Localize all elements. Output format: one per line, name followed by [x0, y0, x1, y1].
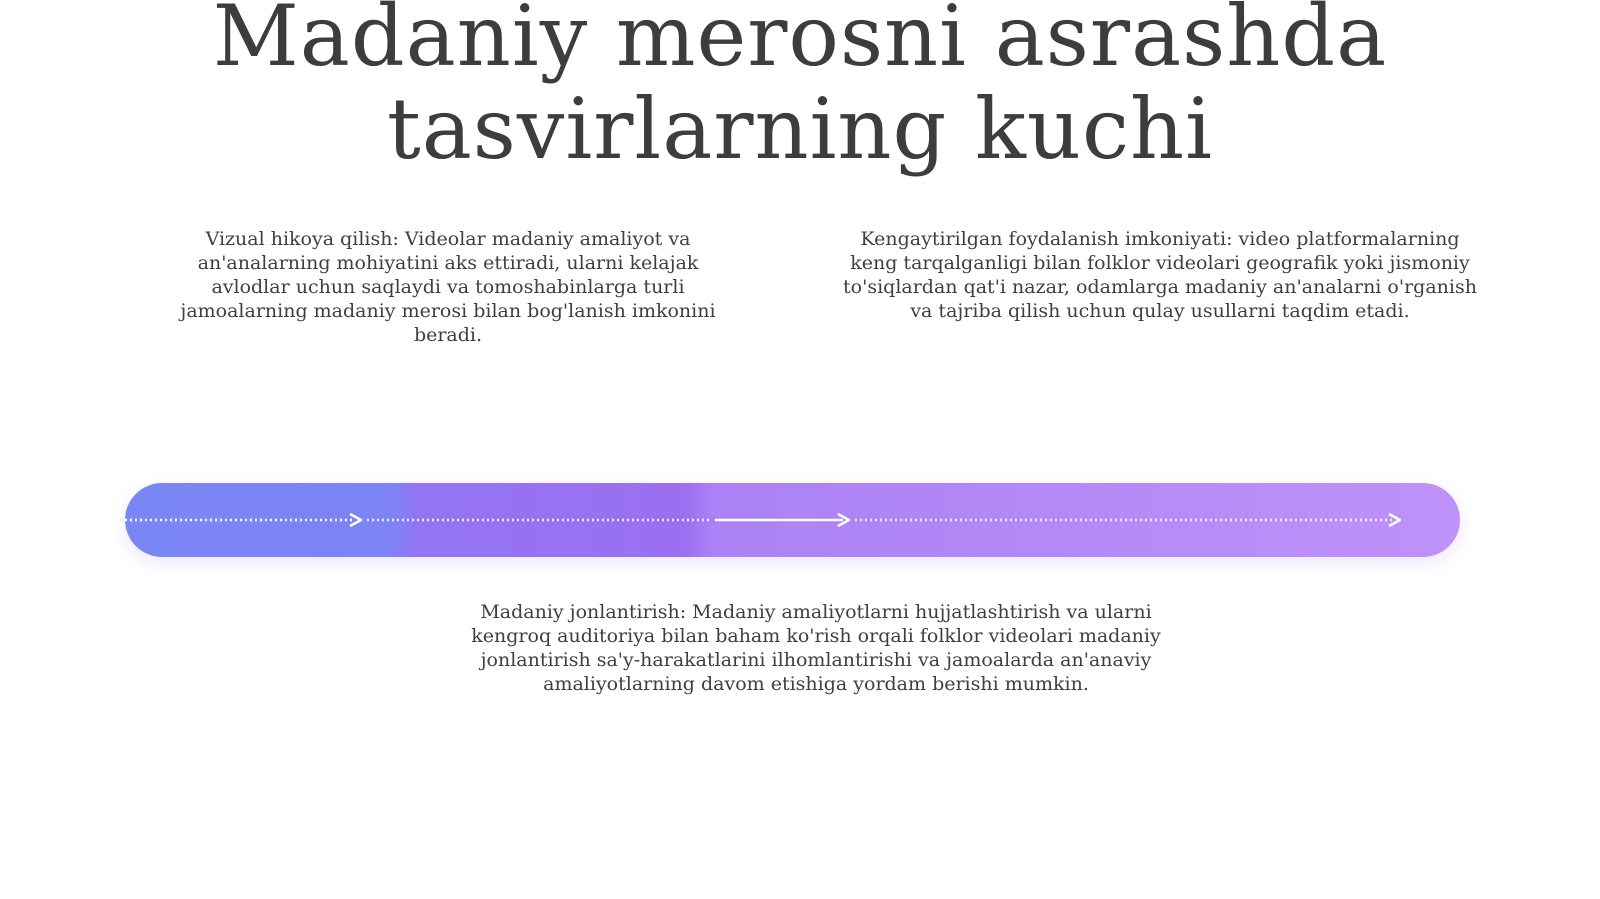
- title-line-1: Madaniy merosni asrashda: [212, 0, 1388, 85]
- accessibility-text: Kengaytirilgan foydalanish imkoniyati: video platformalarning keng tarqalganligi bilan folklor videolari geografik yoki jismoniy to'siqlardan qat'i nazar, odamlarga madaniy an'analarni o'rganish va tajriba qilish uchun qulay usullarni taqdim etadi.: [843, 228, 1477, 322]
- timeline-bar: [125, 483, 1460, 557]
- page-title: [0, 0, 1600, 176]
- timeline-arrows: [125, 483, 1460, 557]
- visual-storytelling-text: Vizual hikoya qilish: Videolar madaniy amaliyot va an'analarning mohiyatini aks ettiradi, ularni kelajak avlodlar uchun saqlaydi va tomoshabinlarga turli jamoalarning madaniy merosi bilan bog'lanish imkonini beradi.: [180, 228, 716, 346]
- cultural-revival-text: Madaniy jonlantirish: Madaniy amaliyotlarni hujjatlashtirish va ularni kengroq auditoriya bilan baham ko'rish orqali folklor videolari madaniy jonlantirish sa'y-harakatlarini ilhomlantirishi va jamoalarda an'anaviy amaliyotlarning davom etishiga yordam berishi mumkin.: [471, 601, 1161, 695]
- title-line-2: tasvirlarning kuchi: [386, 80, 1214, 178]
